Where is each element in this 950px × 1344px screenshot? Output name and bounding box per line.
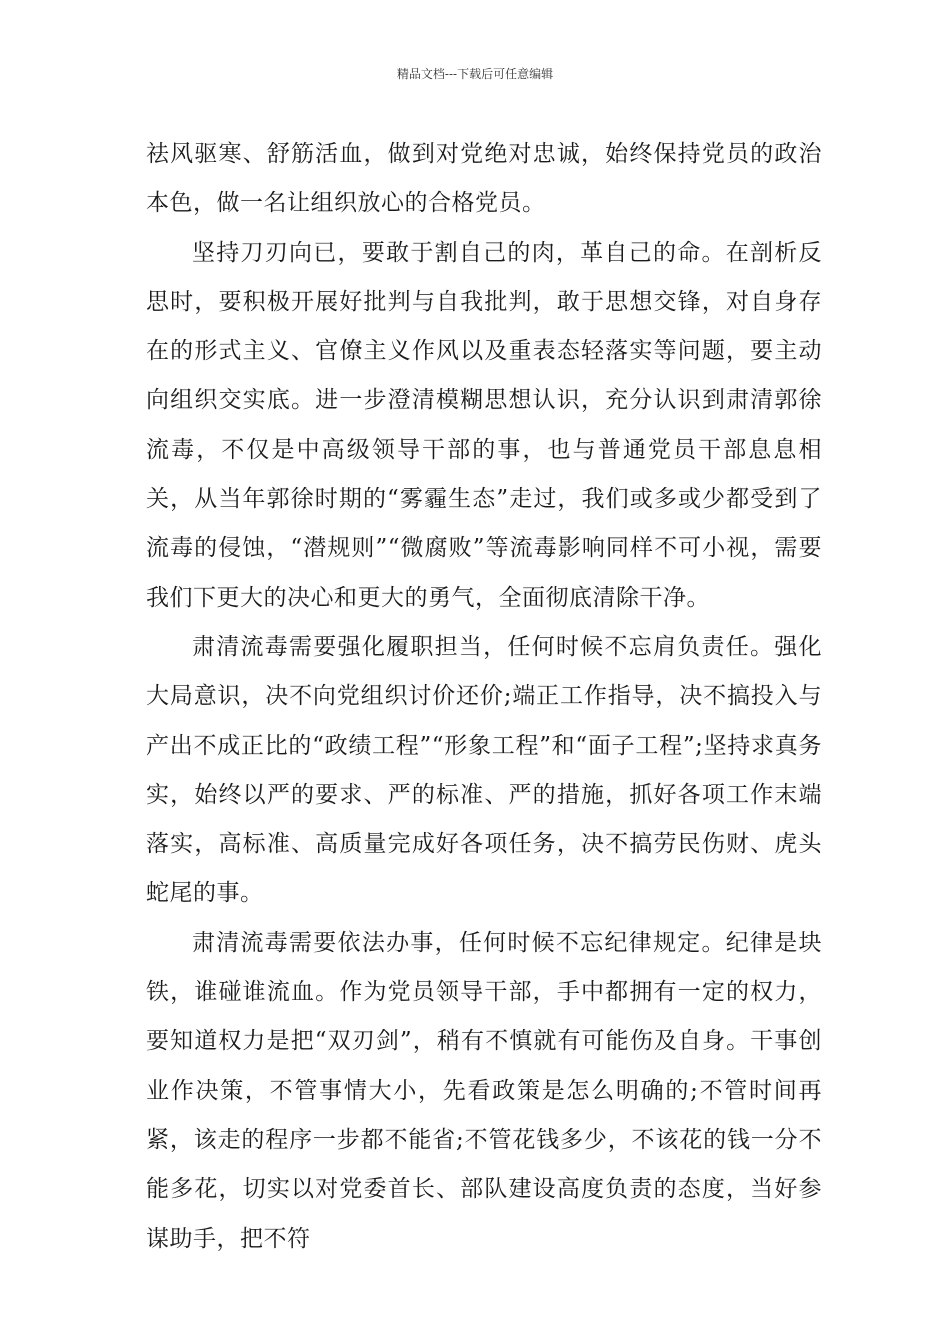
paragraph-3: 肃清流毒需要强化履职担当，任何时候不忘肩负责任。强化大局意识，决不向党组织讨价还价;端正工作指导，决不搞投入与产出不成正比的“政绩工程”“形象工程”和“面子工程”;坚持求真务实，始终以严的要求、严的标准、严的措施，抓好各项工作末端落实，高标准、高质量完成好各项任务，决不搞劳民伤财、虎头蛇尾的事。 <box>146 633 822 907</box>
paragraph-2: 坚持刀刃向已，要敢于割自己的肉，革自己的命。在剖析反思时，要积极开展好批判与自我批判，敢于思想交锋，对自身存在的形式主义、官僚主义作风以及重表态轻落实等问题，要主动向组织交实底。进一步澄清模糊思想认识，充分认识到肃清郭徐流毒，不仅是中高级领导干部的事，也与普通党员干部息息相关，从当年郭徐时期的“雾霾生态”走过，我们或多或少都受到了流毒的侵蚀，“潜规则”“微腐败”等流毒影响同样不可小视，需要我们下更大的决心和更大的勇气，全面彻底清除干净。 <box>146 239 822 611</box>
document-body <box>146 130 822 1264</box>
paragraph-4: 肃清流毒需要依法办事，任何时候不忘纪律规定。纪律是块铁，谁碰谁流血。作为党员领导干部，手中都拥有一定的权力，要知道权力是把“双刃剑”，稍有不慎就有可能伤及自身。干事创业作决策，不管事情大小，先看政策是怎么明确的;不管时间再紧，该走的程序一步都不能省;不管花钱多少，不该花的钱一分不能多花，切实以对党委首长、部队建设高度负责的态度，当好参谋助手，把不符 <box>146 929 822 1252</box>
page-header: 精品文档---下载后可任意编辑 <box>396 67 554 81</box>
paragraph-1: 祛风驱寒、舒筋活血，做到对党绝对忠诚，始终保持党员的政治本色，做一名让组织放心的合格党员。 <box>146 141 822 217</box>
